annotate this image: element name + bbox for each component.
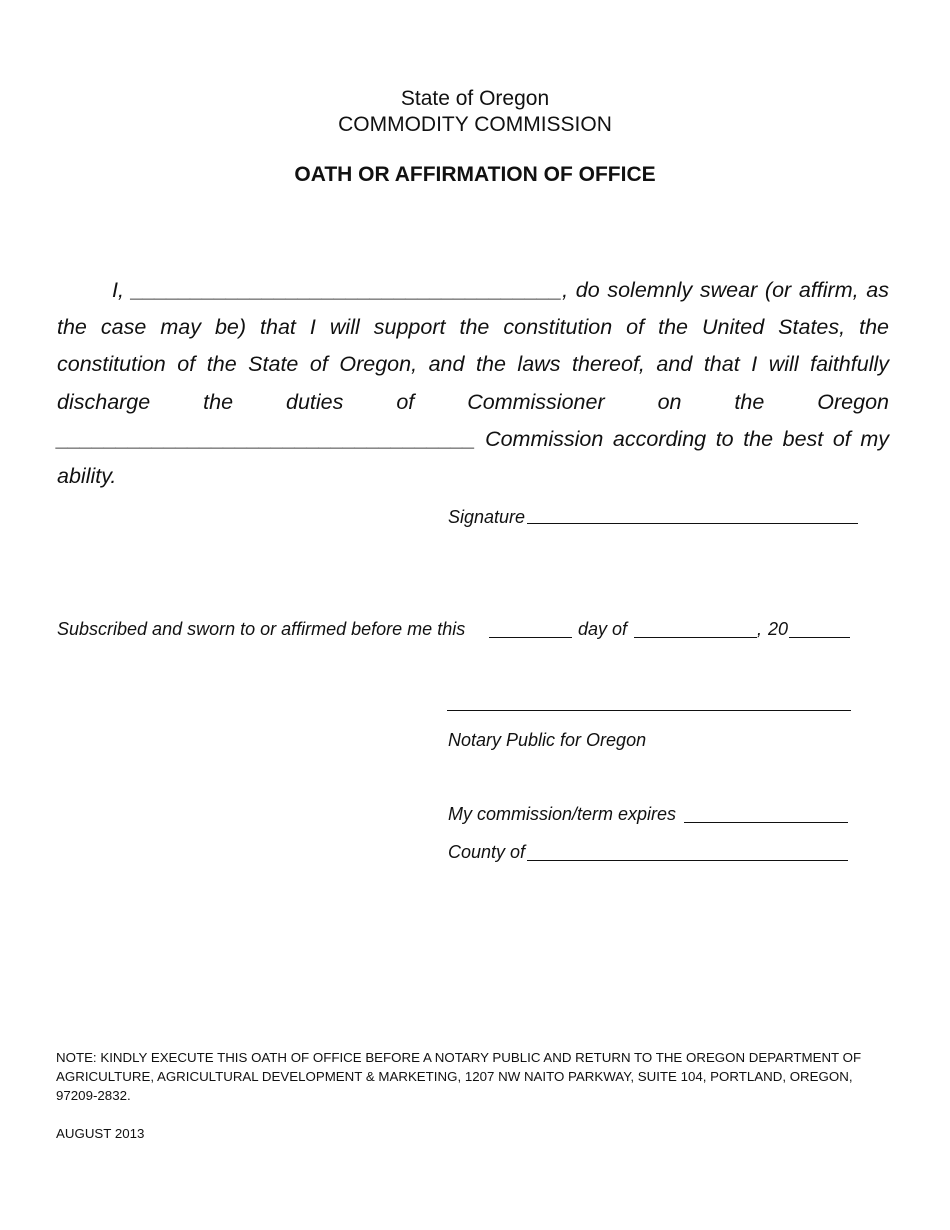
commission-heading: COMMODITY COMMISSION xyxy=(338,113,612,136)
page-title: OATH OR AFFIRMATION OF OFFICE xyxy=(294,163,656,186)
signature-label: Signature xyxy=(448,507,526,527)
oath-paragraph: I, ____________________________________, do solemnly swear (or affirm, as the case may be) that I will support the constitution of the United States, the constitution of the State of Oregon, and the laws thereof, and that I will faithfully discharge the duties of Commissioner on the Oregon ___________________________________ Commission according to the best of my ability. xyxy=(57,278,889,489)
revision-date: AUGUST 2013 xyxy=(56,1126,145,1141)
commission-expires-label: My commission/term expires xyxy=(448,804,677,824)
county-blank[interactable] xyxy=(527,840,848,861)
state-heading: State of Oregon xyxy=(400,87,550,110)
day-blank[interactable] xyxy=(489,617,572,638)
year-prefix: 20 xyxy=(768,619,789,639)
county-label: County of xyxy=(448,842,526,862)
comma-separator: , xyxy=(757,619,763,639)
signature-line[interactable] xyxy=(527,503,858,524)
day-of-label: day of xyxy=(578,619,628,639)
notary-label: Notary Public for Oregon xyxy=(448,730,647,750)
commission-expires-blank[interactable] xyxy=(684,802,848,823)
subscribed-text: Subscribed and sworn to or affirmed before me this xyxy=(57,619,466,639)
notary-signature-line[interactable] xyxy=(447,690,851,711)
month-blank[interactable] xyxy=(634,617,757,638)
footer-note: NOTE: KINDLY EXECUTE THIS OATH OF OFFICE BEFORE A NOTARY PUBLIC AND RETURN TO THE OREGON DEPARTMENT OF AGRICULTURE, AGRICULTURAL DEVELOPMENT & MARKETING, 1207 NW NAITO PARKWAY, SUITE 104, PORTLAND, OREGON, 97209-2832. xyxy=(56,1050,862,1103)
year-blank[interactable] xyxy=(789,617,850,638)
